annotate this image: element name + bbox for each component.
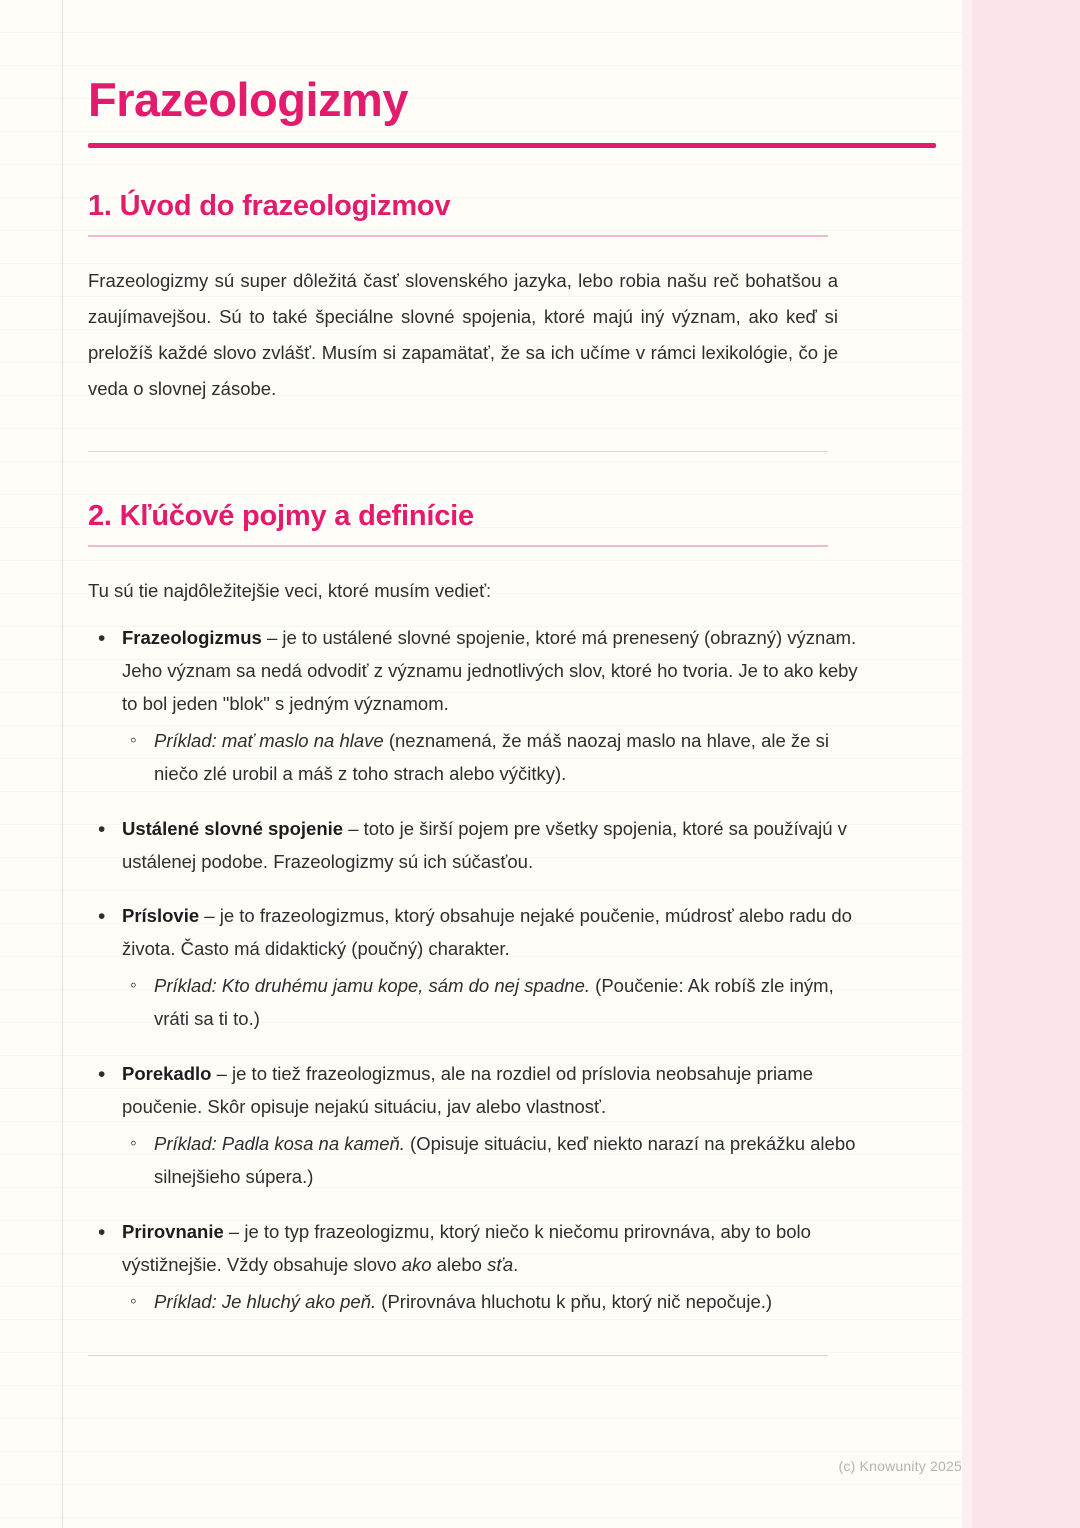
example-list xyxy=(122,970,862,1036)
list-item xyxy=(88,1216,862,1319)
side-band-light xyxy=(962,0,972,1528)
term-label: Príslovie xyxy=(122,905,200,927)
document-content xyxy=(88,74,938,1356)
example-label: Príklad: mať maslo na hlave xyxy=(154,729,384,751)
list-item-example xyxy=(122,1128,862,1194)
content-divider xyxy=(88,451,828,452)
example-list xyxy=(122,725,862,791)
example-text: (Opisuje situáciu, keď niekto narazí na prekážku alebo silnejšieho súpera.) xyxy=(154,1133,856,1187)
title-divider xyxy=(88,143,936,148)
list-item-example xyxy=(122,725,862,791)
section-heading-terms: 2. Kľúčové pojmy a definície xyxy=(88,499,474,532)
term-definition: – je to ustálené slovné spojenie, ktoré má prenesený (obrazný) význam. Jeho význam sa nedá odvodiť z významu jednotlivých slov, ktoré ho tvoria. Je to ako keby to bol jeden "blok" s jedným významom. xyxy=(122,627,858,714)
example-label: Príklad: Padla kosa na kameň. xyxy=(154,1133,405,1154)
section-divider-terms xyxy=(88,545,828,547)
section-divider-intro xyxy=(88,235,828,237)
side-band xyxy=(972,0,1080,1528)
term-definition-italic-ako: ako xyxy=(401,1253,432,1275)
example-label: Príklad: Kto druhému jamu kope, sám do nej spadne. xyxy=(154,975,591,997)
term-label: Porekadlo xyxy=(122,1063,212,1085)
example-label: Príklad: Je hluchý ako peň. xyxy=(154,1290,377,1312)
watermark: (c) Knowunity 2025 xyxy=(838,1458,962,1474)
list-item-example xyxy=(122,970,862,1036)
footer-divider xyxy=(88,1355,828,1356)
margin-rule xyxy=(62,0,63,1528)
term-label: Prirovnanie xyxy=(122,1220,224,1242)
term-definition-italic-sta: sťa xyxy=(487,1253,514,1275)
example-text: (neznamená, že máš naozaj maslo na hlave, ale že si niečo zlé urobil a máš z toho strach alebo výčitky). xyxy=(154,729,829,784)
term-definition: – toto je širší pojem pre všetky spojenia, ktoré sa používajú v ustálenej podobe. Frazeologizmy sú ich súčasťou. xyxy=(122,817,847,872)
term-definition-post: . xyxy=(513,1253,519,1275)
example-list xyxy=(122,1286,862,1319)
terms-lead-text: Tu sú tie najdôležitejšie veci, ktoré musím vedieť: xyxy=(88,579,492,601)
example-text: (Prirovnáva hluchotu k pňu, ktorý nič nepočuje.) xyxy=(376,1290,773,1312)
term-definition: – je to tiež frazeologizmus, ale na rozdiel od príslovia neobsahuje priame poučenie. Skôr opisuje nejakú situáciu, jav alebo vlastnosť. xyxy=(122,1063,814,1118)
section-heading-intro: 1. Úvod do frazeologizmov xyxy=(88,189,451,222)
list-item-example xyxy=(122,1286,862,1319)
terms-list xyxy=(88,622,938,1319)
example-list xyxy=(122,1128,862,1194)
list-item xyxy=(88,813,862,879)
term-label: Ustálené slovné spojenie xyxy=(122,817,344,839)
page-title: Frazeologizmy xyxy=(88,73,408,126)
intro-paragraph: Frazeologizmy sú super dôležitá časť slovenského jazyka, lebo robia našu reč bohatšou a zaujímavejšou. Sú to také špeciálne slovné spojenia, ktoré majú iný význam, ako keď si preložíš každé slovo zvlášť. Musím si zapamätať, že sa ich učíme v rámci lexikológie, čo je veda o slovnej zásobe. xyxy=(88,269,838,399)
example-text: (Poučenie: Ak robíš zle iným, vráti sa ti to.) xyxy=(154,975,834,1030)
term-definition-mid: alebo xyxy=(431,1253,488,1275)
term-definition: – je to frazeologizmus, ktorý obsahuje nejaké poučenie, múdrosť alebo radu do života. Často má didaktický (poučný) charakter. xyxy=(122,905,852,960)
term-definition-pre: – je to typ frazeologizmu, ktorý niečo k niečomu prirovnáva, aby to bolo výstižnejšie. Vždy obsahuje slovo xyxy=(122,1220,811,1275)
list-item xyxy=(88,900,862,1036)
list-item xyxy=(88,1058,862,1194)
term-label: Frazeologizmus xyxy=(122,627,262,649)
list-item xyxy=(88,622,862,791)
